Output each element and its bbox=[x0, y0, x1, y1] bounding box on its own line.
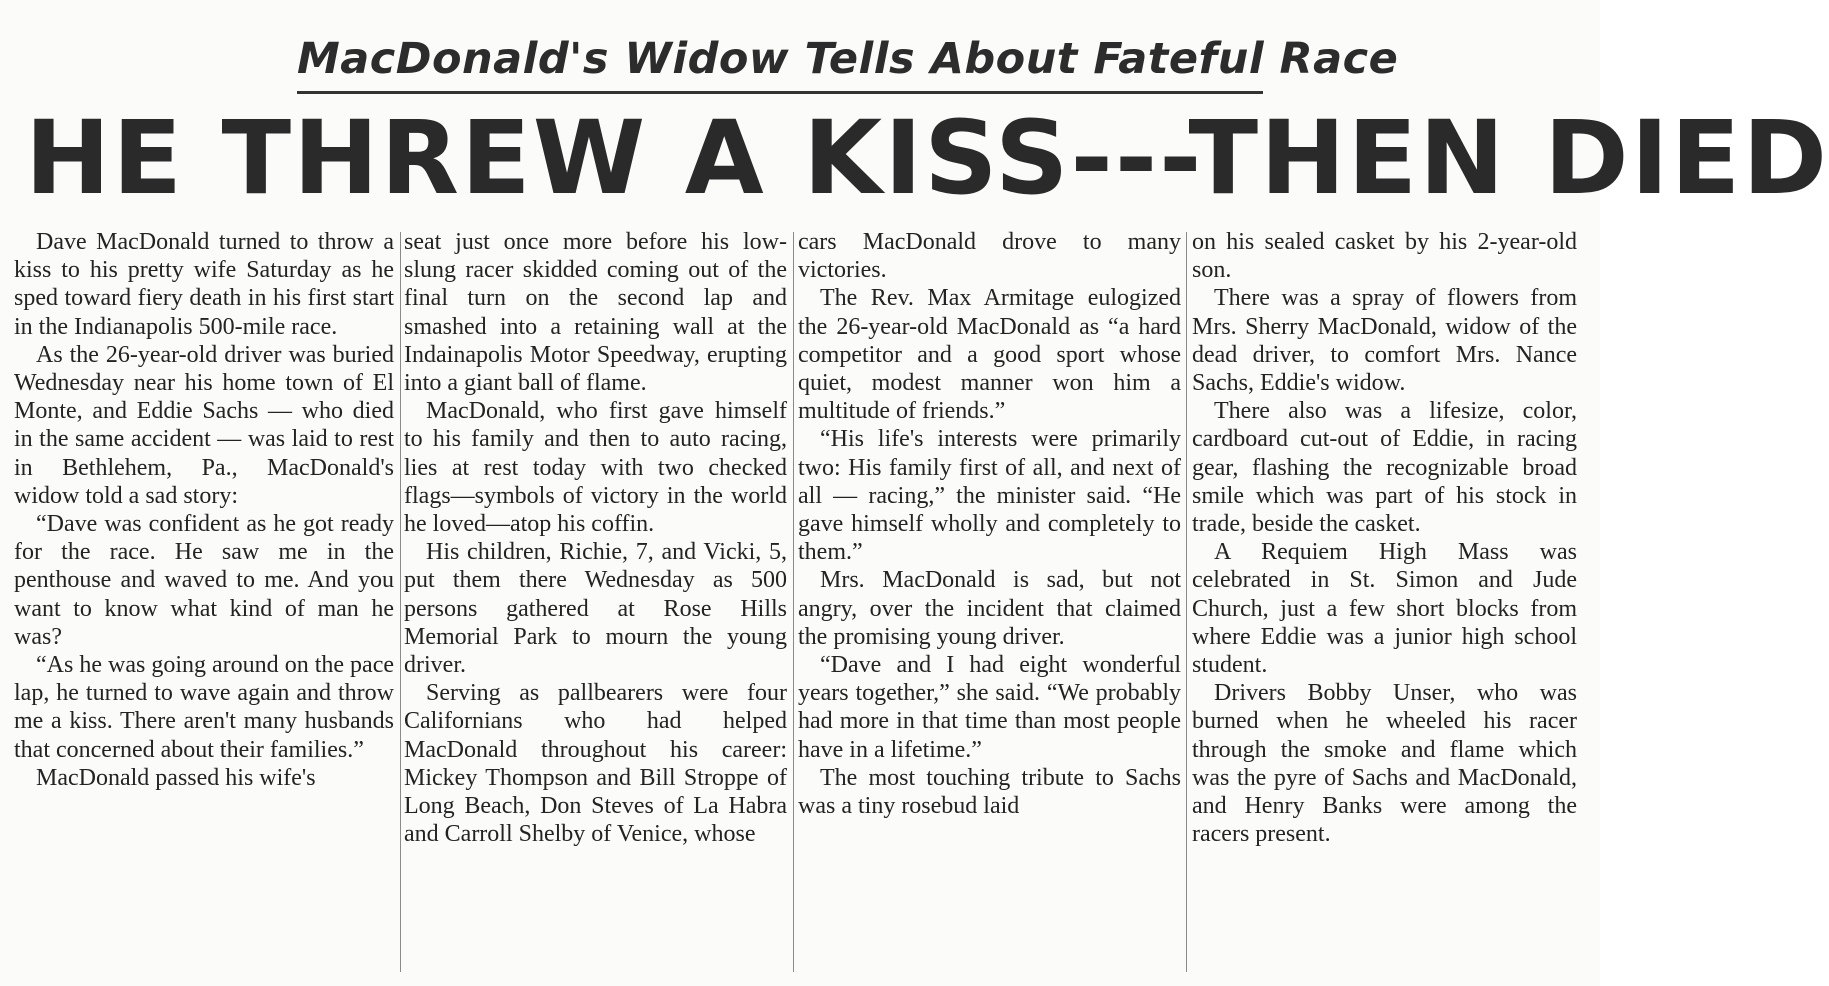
paragraph: “His life's interests were primarily two: His family first of all, and next of all — racing,” the minister said. “He gave himself wholly and completely to them.” bbox=[798, 426, 1181, 566]
paragraph: Dave MacDonald turned to throw a kiss to his pretty wife Saturday as he sped toward fiery death in his first start in the Indianapolis 500-mile race. bbox=[14, 229, 394, 340]
paragraph: “As he was going around on the pace lap, he turned to wave again and throw me a kiss. There aren't many husbands that concerned about their families.” bbox=[14, 652, 394, 763]
paragraph: “Dave and I had eight wonderful years together,” she said. “We probably had more in that time than most people have in a lifetime.” bbox=[798, 652, 1181, 763]
article-column-1 bbox=[14, 228, 394, 976]
column-divider bbox=[793, 232, 794, 972]
article-column-2 bbox=[404, 228, 787, 976]
paragraph: His children, Richie, 7, and Vicki, 5, put them there Wednesday as 500 persons gathered at Rose Hills Memorial Park to mourn the young driver. bbox=[404, 539, 787, 679]
column-divider bbox=[400, 232, 401, 972]
main-headline: HE THREW A KISS---THEN DIED bbox=[25, 99, 1829, 218]
article-column-3 bbox=[798, 228, 1181, 976]
paragraph: MacDonald passed his wife's bbox=[36, 764, 316, 791]
paragraph: on his sealed casket by his 2-year-old son. bbox=[1192, 229, 1577, 284]
column-divider bbox=[1186, 232, 1187, 972]
paragraph: As the 26-year-old driver was buried Wednesday near his home town of El Monte, and Eddie Sachs — who died in the same accident — was laid to rest in Bethlehem, Pa., MacDonald's widow told a sad story: bbox=[14, 341, 394, 509]
paragraph: There was a spray of flowers from Mrs. Sherry MacDonald, widow of the dead driver, to comfort Mrs. Nance Sachs, Eddie's widow. bbox=[1192, 285, 1577, 397]
paragraph: A Requiem High Mass was celebrated in St. Simon and Jude Church, just a few short blocks from where Eddie was a junior high school student. bbox=[1192, 539, 1577, 679]
article-column-4 bbox=[1192, 228, 1577, 976]
paragraph: The most touching tribute to Sachs was a tiny rosebud laid bbox=[798, 764, 1181, 820]
kicker-underline bbox=[297, 91, 1263, 94]
kicker-headline: MacDonald's Widow Tells About Fateful Race bbox=[297, 34, 1399, 84]
paragraph: Mrs. MacDonald is sad, but not angry, over the incident that claimed the promising young driver. bbox=[798, 567, 1181, 650]
paragraph: Serving as pallbearers were four Californians who had helped MacDonald throughout his career: Mickey Thompson and Bill Stroppe of Long Beach, Don Steves of La Habra and Carroll Shelby of Venice, whose bbox=[404, 680, 787, 848]
paragraph: There also was a lifesize, color, cardboard cut-out of Eddie, in racing gear, flashing the recognizable broad smile which was part of his stock in trade, beside the casket. bbox=[1192, 398, 1577, 538]
paragraph: seat just once more before his low-slung racer skidded coming out of the final turn on the second lap and smashed into a retaining wall at the Indainapolis Motor Speedway, erupting into a giant ball of flame. bbox=[404, 229, 787, 397]
paragraph: “Dave was confident as he got ready for the race. He saw me in the penthouse and waved to me. And you want to know what kind of man he was? bbox=[14, 511, 394, 650]
paragraph: Drivers Bobby Unser, who was burned when he wheeled his racer through the smoke and flame which was the pyre of Sachs and MacDonald, and Henry Banks were among the racers present. bbox=[1192, 680, 1577, 848]
article-body bbox=[14, 228, 1584, 976]
paragraph: The Rev. Max Armitage eulogized the 26-year-old MacDonald as “a hard competitor and a good sport whose quiet, modest manner won him a multitude of friends.” bbox=[798, 285, 1181, 425]
paragraph: cars MacDonald drove to many victories. bbox=[798, 229, 1181, 284]
paragraph: MacDonald, who first gave himself to his family and then to auto racing, lies at rest today with two checked flags—symbols of victory in the world he loved—atop his coffin. bbox=[404, 398, 787, 538]
